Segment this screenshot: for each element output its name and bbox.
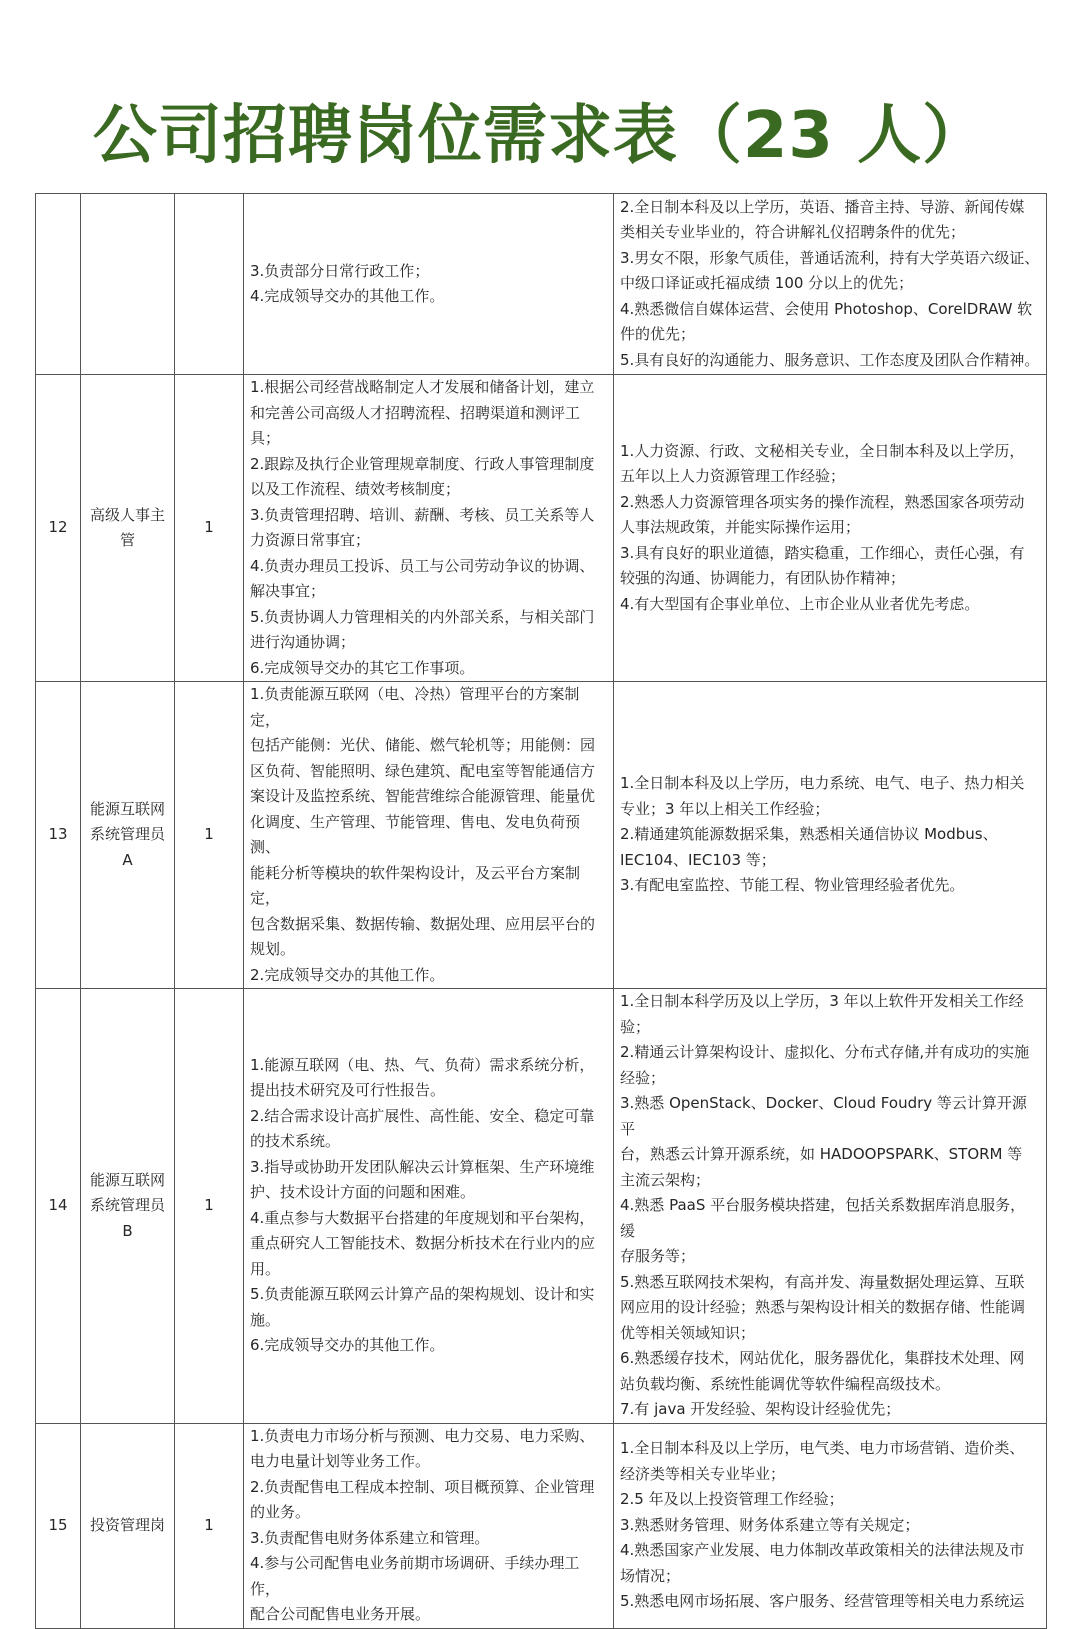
duty-line: 化调度、生产管理、节能管理、售电、发电负荷预测、 [250,812,581,856]
duty-line: 规划。 [250,940,296,958]
requirements-cell [614,989,1047,1424]
duty-line: 3.指导或协助开发团队解决云计算框架、生产环境维 [250,1157,595,1176]
requirement-line: 2.熟悉人力资源管理各项实务的操作流程，熟悉国家各项劳动 [620,492,1025,511]
position-name-cell [81,194,175,375]
position-name-cell: 投资管理岗 [81,1423,175,1628]
duty-line: 1.负责电力市场分析与预测、电力交易、电力采购、 [250,1426,595,1445]
requirement-line: 2.精通云计算架构设计、虚拟化、分布式存储,并有成功的实施 [620,1043,1030,1061]
requirements-cell [614,375,1047,682]
duty-line: 包含数据采集、数据传输、数据处理、应用层平台的 [250,914,596,933]
duty-line: 2.跟踪及执行企业管理规章制度、行政人事管理制度 [250,454,595,473]
duty-line: 3.负责管理招聘、培训、薪酬、考核、员工关系等人 [250,505,595,524]
requirement-line: 站负载均衡、系统性能调优等软件编程高级技术。 [620,1374,951,1393]
duty-line: 包括产能侧：光伏、储能、燃气轮机等；用能侧：园 [250,736,596,754]
duty-line: 能耗分析等模块的软件架构设计，及云平台方案制定， [250,863,581,907]
duties-cell [244,194,614,375]
requirement-line: 5.熟悉互联网技术架构，有高并发、海量数据处理运算、互联 [620,1272,1025,1291]
requirement-line: 3.男女不限，形象气质佳，普通话流利，持有大学英语六级证、 [620,248,1040,267]
duty-line: 3.负责配售电财务体系建立和管理。 [250,1528,490,1547]
requirement-line: 五年以上人力资源管理工作经验； [620,467,846,486]
duty-line: 5.负责协调人力管理相关的内外部关系，与相关部门 [250,607,595,626]
position-name-cell: 能源互联网系统管理员A [81,682,175,989]
duty-line: 重点研究人工智能技术、数据分析技术在行业内的应 [250,1234,596,1253]
row-number-cell: 15 [36,1423,81,1628]
requirement-line: 网应用的设计经验；熟悉与架构设计相关的数据存储、性能调 [620,1298,1026,1316]
duty-line: 1.根据公司经营战略制定人才发展和储备计划，建立 [250,378,595,396]
requirement-line: 经验； [620,1068,666,1087]
job-requirements-table [35,193,1047,1629]
headcount-cell: 1 [175,375,244,682]
page-title: 公司招聘岗位需求表（23 人） [92,99,988,173]
requirement-line: 较强的沟通、协调能力，有团队协作精神； [620,569,906,588]
position-name-cell: 高级人事主管 [81,375,175,682]
requirement-line: 4.熟悉 PaaS 平台服务模块搭建，包括关系数据库消息服务，缓 [620,1196,1026,1240]
requirement-line: 验； [620,1017,651,1036]
requirements-cell [614,682,1047,989]
duty-line: 力资源日常事宜； [250,531,371,549]
requirement-line: 4.熟悉国家产业发展、电力体制改革政策相关的法律法规及市 [620,1541,1025,1560]
headcount-cell: 1 [175,682,244,989]
duty-line: 护、技术设计方面的问题和困难。 [250,1183,476,1202]
requirement-line: 1.全日制本科学历及以上学历，3 年以上软件开发相关工作经 [620,992,1024,1010]
table-row [36,1423,1047,1628]
headcount-cell: 1 [175,989,244,1424]
duty-line: 2.结合需求设计高扩展性、高性能、安全、稳定可靠 [250,1106,595,1125]
duty-line: 5.负责能源互联网云计算产品的架构规划、设计和实 [250,1285,595,1304]
requirement-line: 1.全日制本科及以上学历，电气类、电力市场营销、造价类、 [620,1439,1025,1458]
duties-cell [244,989,614,1424]
requirement-line: IEC104、IEC103 等； [620,850,776,869]
duty-line: 4.参与公司配售电业务前期市场调研、手续办理工作， [250,1554,580,1598]
requirement-line: 2.精通建筑能源数据采集，熟悉相关通信协议 Modbus、 [620,825,998,844]
duty-line: 2.完成领导交办的其他工作。 [250,965,445,984]
duty-line: 2.负责配售电工程成本控制、项目概预算、企业管理 [250,1477,595,1496]
duty-line: 电力电量计划等业务工作。 [250,1452,431,1470]
requirements-cell [614,1423,1047,1628]
table-row [36,194,1047,375]
requirement-line: 主流云架构； [620,1170,711,1189]
duty-line: 提出技术研究及可行性报告。 [250,1081,446,1100]
requirement-line: 2.全日制本科及以上学历，英语、播音主持、导游、新闻传媒 [620,197,1025,216]
requirement-line: 存服务等； [620,1247,696,1265]
duty-line: 的业务。 [250,1503,311,1521]
requirement-line: 5.熟悉电网市场拓展、客户服务、经营管理等相关电力系统运 [620,1592,1025,1611]
requirement-line: 专业；3 年以上相关工作经验； [620,799,830,818]
duty-line: 用。 [250,1259,281,1278]
duty-line: 进行沟通协调； [250,633,356,651]
table-row [36,682,1047,989]
requirement-line: 中级口译证或托福成绩 100 分以上的优先； [620,274,914,293]
duty-line: 4.负责办理员工投诉、员工与公司劳动争议的协调、 [250,556,595,575]
duty-line: 的技术系统。 [250,1132,341,1151]
position-name-cell: 能源互联网系统管理员B [81,989,175,1424]
requirement-line: 1.人力资源、行政、文秘相关专业，全日制本科及以上学历， [620,441,1025,460]
row-number-cell: 13 [36,682,81,989]
duties-cell [244,375,614,682]
duty-line: 解决事宜； [250,582,326,600]
requirement-line: 人事法规政策，并能实际操作运用； [620,518,861,537]
requirement-line: 优等相关领域知识； [620,1323,756,1342]
requirement-line: 5.具有良好的沟通能力、服务意识、工作态度及团队合作精神。 [620,350,1040,369]
headcount-cell [175,194,244,375]
duty-line: 6.完成领导交办的其他工作。 [250,1336,445,1355]
duty-line: 4.重点参与大数据平台搭建的年度规划和平台架构， [250,1208,595,1227]
requirement-line: 2.5 年及以上投资管理工作经验； [620,1490,844,1509]
row-number-cell [36,194,81,375]
requirement-line: 3.具有良好的职业道德，踏实稳重，工作细心，责任心强，有 [620,543,1025,562]
headcount-cell: 1 [175,1423,244,1628]
duty-line: 区负荷、智能照明、绿色建筑、配电室等智能通信方 [250,761,596,780]
duties-cell [244,1423,614,1628]
duty-line: 6.完成领导交办的其它工作事项。 [250,658,475,677]
duty-line: 以及工作流程、绩效考核制度； [250,480,461,498]
requirement-line: 7.有 java 开发经验、架构设计经验优先； [620,1400,901,1418]
table-row [36,989,1047,1424]
requirement-line: 类相关专业毕业的，符合讲解礼仪招聘条件的优先； [620,223,966,242]
duty-line: 1.负责能源互联网（电、冷热）管理平台的方案制定， [250,685,580,729]
row-number-cell: 14 [36,989,81,1424]
duty-line: 配合公司配售电业务开展。 [250,1605,431,1623]
duty-line: 3.负责部分日常行政工作； [250,261,430,280]
row-number-cell: 12 [36,375,81,682]
requirement-line: 台，熟悉云计算开源系统，如 HADOOPSPARK、STORM 等 [620,1145,1023,1163]
requirement-line: 4.有大型国有企事业单位、上市企业从业者优先考虑。 [620,594,980,613]
requirement-line: 3.有配电室监控、节能工程、物业管理经验者优先。 [620,876,965,895]
requirement-line: 4.熟悉微信自媒体运营、会使用 Photoshop、CorelDRAW 软 [620,299,1033,318]
table-row [36,375,1047,682]
requirement-line: 3.熟悉 OpenStack、Docker、Cloud Foudry 等云计算开源平 [620,1094,1027,1138]
requirement-line: 1.全日制本科及以上学历，电力系统、电气、电子、热力相关 [620,774,1025,793]
requirement-line: 经济类等相关专业毕业； [620,1464,786,1483]
duty-line: 1.能源互联网（电、热、气、负荷）需求系统分析， [250,1055,595,1074]
duty-line: 施。 [250,1310,281,1329]
requirement-line: 6.熟悉缓存技术，网站优化，服务器优化，集群技术处理、网 [620,1349,1025,1367]
duties-cell [244,682,614,989]
duty-line: 案设计及监控系统、智能营维综合能源管理、能量优 [250,787,596,805]
requirements-cell [614,194,1047,375]
requirement-line: 3.熟悉财务管理、财务体系建立等有关规定； [620,1515,920,1534]
requirement-line: 场情况； [620,1566,681,1585]
duty-line: 和完善公司高级人才招聘流程、招聘渠道和测评工具； [250,403,581,447]
requirement-line: 件的优先； [620,325,696,344]
duty-line: 4.完成领导交办的其他工作。 [250,287,445,305]
